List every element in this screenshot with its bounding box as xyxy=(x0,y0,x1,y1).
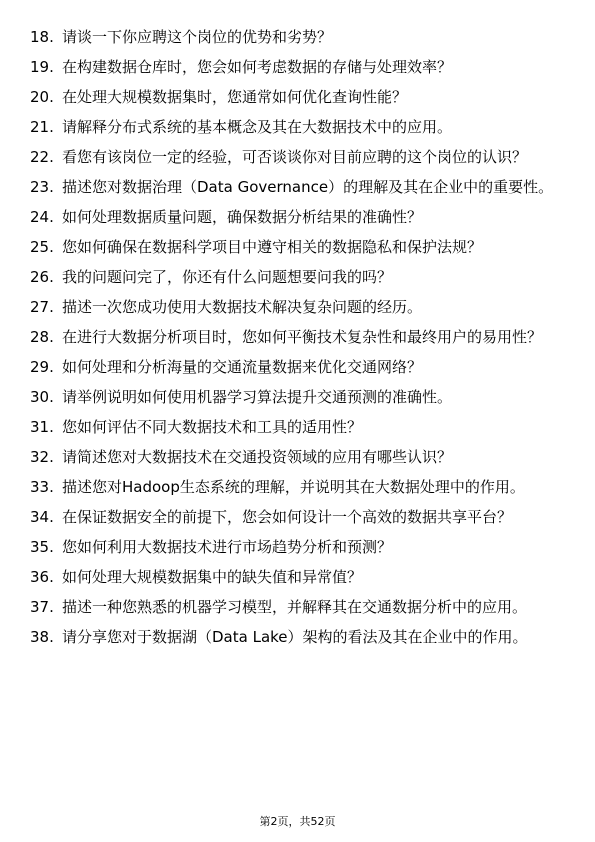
question-number: 21. xyxy=(30,118,54,136)
question-item xyxy=(30,176,570,199)
question-item xyxy=(30,326,570,349)
question-item xyxy=(30,116,570,139)
question-item xyxy=(30,476,570,499)
question-number: 31. xyxy=(30,418,54,436)
question-text: 如何处理和分析海量的交通流量数据来优化交通网络？ xyxy=(62,358,423,376)
question-text: 请谈一下你应聘这个岗位的优势和劣势？ xyxy=(62,28,333,46)
question-item xyxy=(30,236,570,259)
question-number: 25. xyxy=(30,238,54,256)
question-number: 34. xyxy=(30,508,54,526)
question-item xyxy=(30,56,570,79)
question-text: 描述您对Hadoop生态系统的理解，并说明其在大数据处理中的作用。 xyxy=(62,478,525,496)
question-item xyxy=(30,296,570,319)
question-number: 30. xyxy=(30,388,54,406)
page-number-label: 第2页，共52页 xyxy=(259,815,336,828)
question-item xyxy=(30,566,570,589)
question-item xyxy=(30,386,570,409)
question-number: 28. xyxy=(30,328,54,346)
question-item xyxy=(30,146,570,169)
question-item xyxy=(30,206,570,229)
question-item xyxy=(30,596,570,619)
question-text: 看您有该岗位一定的经验，可否谈谈你对目前应聘的这个岗位的认识？ xyxy=(62,148,528,166)
question-number: 38. xyxy=(30,628,54,646)
question-number: 27. xyxy=(30,298,54,316)
question-text: 请举例说明如何使用机器学习算法提升交通预测的准确性。 xyxy=(62,388,453,406)
question-text: 您如何确保在数据科学项目中遵守相关的数据隐私和保护法规？ xyxy=(62,238,483,256)
question-number: 33. xyxy=(30,478,54,496)
question-text: 在进行大数据分析项目时，您如何平衡技术复杂性和最终用户的易用性？ xyxy=(62,328,543,346)
question-text: 您如何利用大数据技术进行市场趋势分析和预测？ xyxy=(62,538,393,556)
question-number: 32. xyxy=(30,448,54,466)
question-item xyxy=(30,266,570,289)
question-text: 在保证数据安全的前提下，您会如何设计一个高效的数据共享平台？ xyxy=(62,508,513,526)
question-text: 请简述您对大数据技术在交通投资领域的应用有哪些认识？ xyxy=(62,448,453,466)
question-number: 35. xyxy=(30,538,54,556)
question-text: 描述一种您熟悉的机器学习模型，并解释其在交通数据分析中的应用。 xyxy=(62,598,528,616)
question-text: 我的问题问完了，你还有什么问题想要问我的吗？ xyxy=(62,268,393,286)
page-footer xyxy=(0,815,595,829)
question-number: 18. xyxy=(30,28,54,46)
question-item xyxy=(30,626,570,649)
question-number: 29. xyxy=(30,358,54,376)
question-number: 36. xyxy=(30,568,54,586)
question-text: 请分享您对于数据湖（Data Lake）架构的看法及其在企业中的作用。 xyxy=(62,628,528,646)
question-item xyxy=(30,356,570,379)
question-list xyxy=(30,26,570,656)
question-item xyxy=(30,446,570,469)
question-number: 19. xyxy=(30,58,54,76)
question-item xyxy=(30,506,570,529)
question-text: 描述一次您成功使用大数据技术解决复杂问题的经历。 xyxy=(62,298,423,316)
question-item xyxy=(30,86,570,109)
question-text: 您如何评估不同大数据技术和工具的适用性？ xyxy=(62,418,363,436)
question-number: 37. xyxy=(30,598,54,616)
question-text: 如何处理大规模数据集中的缺失值和异常值？ xyxy=(62,568,363,586)
question-number: 24. xyxy=(30,208,54,226)
question-text: 如何处理数据质量问题，确保数据分析结果的准确性？ xyxy=(62,208,423,226)
question-text: 请解释分布式系统的基本概念及其在大数据技术中的应用。 xyxy=(62,118,453,136)
question-text: 描述您对数据治理（Data Governance）的理解及其在企业中的重要性。 xyxy=(62,178,554,196)
question-item xyxy=(30,536,570,559)
question-number: 23. xyxy=(30,178,54,196)
question-text: 在处理大规模数据集时，您通常如何优化查询性能？ xyxy=(62,88,408,106)
question-text: 在构建数据仓库时，您会如何考虑数据的存储与处理效率？ xyxy=(62,58,453,76)
question-number: 22. xyxy=(30,148,54,166)
question-item xyxy=(30,26,570,49)
question-item xyxy=(30,416,570,439)
question-number: 26. xyxy=(30,268,54,286)
question-number: 20. xyxy=(30,88,54,106)
